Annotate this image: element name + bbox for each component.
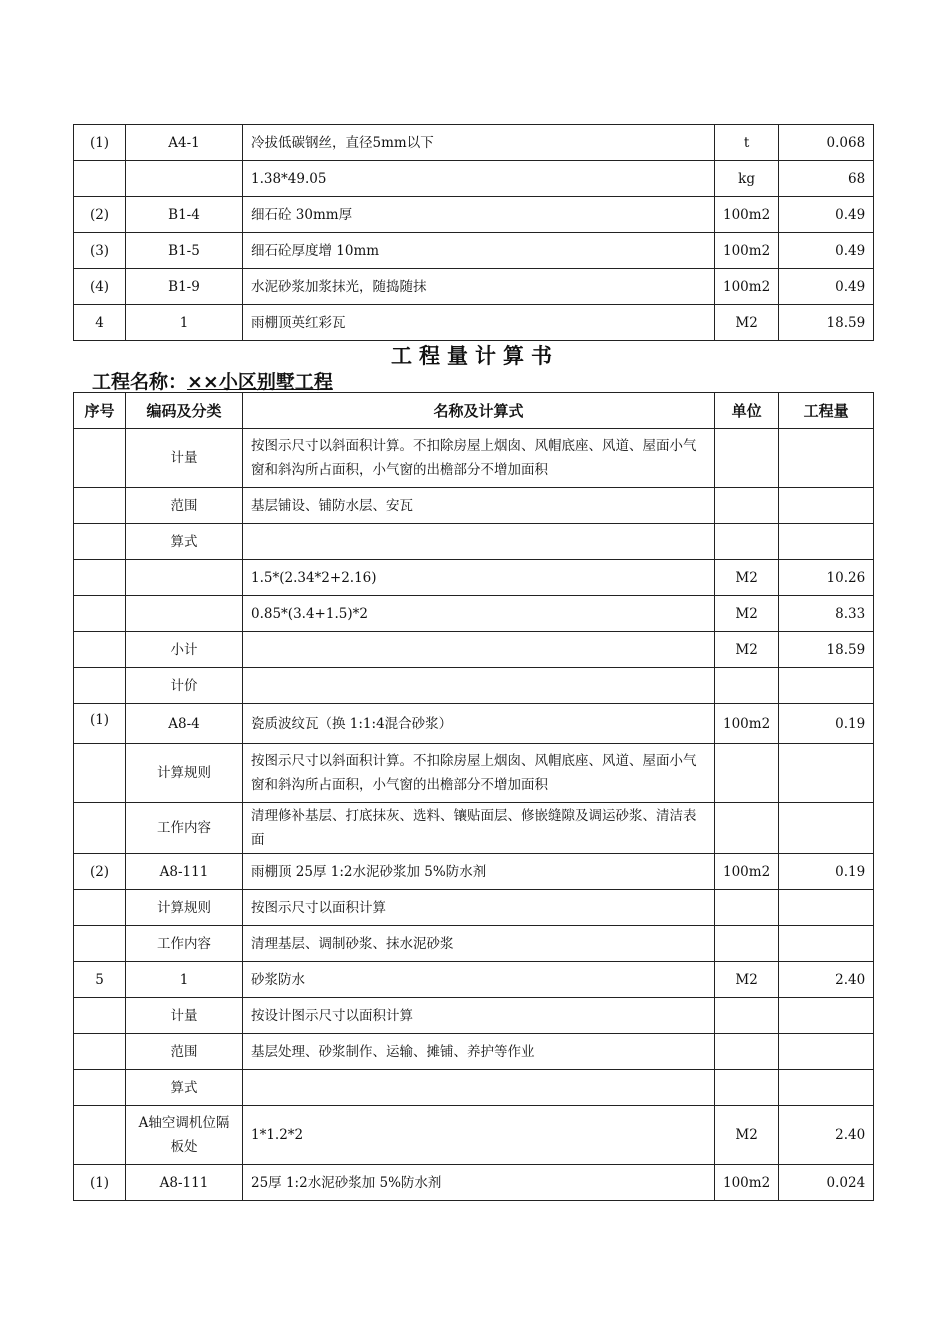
cell-no: 5 — [74, 962, 126, 998]
cell-qty: 68 — [779, 161, 874, 197]
table-header-row — [74, 393, 874, 429]
table-row — [74, 998, 874, 1034]
table-row — [74, 854, 874, 890]
cell-name — [243, 1070, 715, 1106]
table-row — [74, 744, 874, 803]
cell-qty — [779, 1034, 874, 1070]
cell-no: (1) — [74, 1165, 126, 1201]
cell-code: 算式 — [126, 1070, 243, 1106]
cell-no — [74, 744, 126, 803]
cell-name: 清理修补基层、打底抹灰、选料、镶贴面层、修嵌缝隙及调运砂浆、清洁表面 — [243, 803, 715, 854]
header-name: 名称及计算式 — [243, 393, 715, 429]
table-row — [74, 197, 874, 233]
cell-code: 1 — [126, 305, 243, 341]
cell-no — [74, 632, 126, 668]
cell-name: 清理基层、调制砂浆、抹水泥砂浆 — [243, 926, 715, 962]
cell-qty: 0.49 — [779, 197, 874, 233]
cell-code: 小计 — [126, 632, 243, 668]
cell-qty: 0.19 — [779, 854, 874, 890]
cell-qty: 0.49 — [779, 269, 874, 305]
cell-name: 雨棚顶英红彩瓦 — [243, 305, 715, 341]
cell-qty — [779, 744, 874, 803]
table-row — [74, 962, 874, 998]
table-row — [74, 524, 874, 560]
table-row — [74, 1034, 874, 1070]
cell-code: A8-4 — [126, 704, 243, 744]
cell-code: B1-4 — [126, 197, 243, 233]
cell-code: 计价 — [126, 668, 243, 704]
cell-no: (1) — [74, 704, 126, 744]
cell-unit — [715, 668, 779, 704]
cell-name — [243, 668, 715, 704]
cell-code — [126, 161, 243, 197]
cell-code: A4-1 — [126, 125, 243, 161]
table-row — [74, 161, 874, 197]
cell-no: (3) — [74, 233, 126, 269]
cell-name: 1*1.2*2 — [243, 1106, 715, 1165]
cell-qty: 10.26 — [779, 560, 874, 596]
cell-qty — [779, 998, 874, 1034]
cell-no — [74, 596, 126, 632]
cell-no — [74, 926, 126, 962]
cell-unit: 100m2 — [715, 233, 779, 269]
cell-qty — [779, 803, 874, 854]
quantity-calculation-table — [73, 392, 874, 1201]
cell-name: 按图示尺寸以斜面积计算。不扣除房屋上烟囱、风帽底座、风道、屋面小气窗和斜沟所占面积，小气窗的出檐部分不增加面积 — [243, 744, 715, 803]
table-row — [74, 1165, 874, 1201]
cell-code: 1 — [126, 962, 243, 998]
table-row — [74, 233, 874, 269]
cell-qty: 2.40 — [779, 1106, 874, 1165]
cell-unit: M2 — [715, 1106, 779, 1165]
cell-no — [74, 161, 126, 197]
cell-no — [74, 488, 126, 524]
cell-name: 0.85*(3.4+1.5)*2 — [243, 596, 715, 632]
cell-unit: M2 — [715, 560, 779, 596]
cell-code: 计量 — [126, 429, 243, 488]
cell-unit: M2 — [715, 962, 779, 998]
project-name-line — [92, 367, 333, 394]
cell-unit: 100m2 — [715, 1165, 779, 1201]
cell-code: B1-9 — [126, 269, 243, 305]
cell-name: 按图示尺寸以面积计算 — [243, 890, 715, 926]
document-title: 工程量计算书 — [391, 344, 559, 368]
cell-name: 1.38*49.05 — [243, 161, 715, 197]
cell-qty — [779, 1070, 874, 1106]
cell-code: 计算规则 — [126, 890, 243, 926]
cell-unit: 100m2 — [715, 854, 779, 890]
table-row — [74, 596, 874, 632]
cell-no — [74, 429, 126, 488]
header-code: 编码及分类 — [126, 393, 243, 429]
cell-unit: M2 — [715, 632, 779, 668]
cell-no: (4) — [74, 269, 126, 305]
cell-name: 砂浆防水 — [243, 962, 715, 998]
cell-name — [243, 524, 715, 560]
cell-no — [74, 890, 126, 926]
cell-code: A8-111 — [126, 854, 243, 890]
header-unit: 单位 — [715, 393, 779, 429]
cell-name: 按图示尺寸以斜面积计算。不扣除房屋上烟囱、风帽底座、风道、屋面小气窗和斜沟所占面积，小气窗的出檐部分不增加面积 — [243, 429, 715, 488]
cell-qty: 0.024 — [779, 1165, 874, 1201]
cell-qty — [779, 488, 874, 524]
cell-qty — [779, 524, 874, 560]
cell-name: 细石砼 30mm厚 — [243, 197, 715, 233]
cell-qty: 2.40 — [779, 962, 874, 998]
cell-no: (2) — [74, 854, 126, 890]
cell-qty: 0.068 — [779, 125, 874, 161]
cell-unit — [715, 744, 779, 803]
cell-name: 按设计图示尺寸以面积计算 — [243, 998, 715, 1034]
cell-no — [74, 560, 126, 596]
cell-code — [126, 596, 243, 632]
header-qty: 工程量 — [779, 393, 874, 429]
cell-unit: M2 — [715, 596, 779, 632]
cell-no — [74, 668, 126, 704]
cell-unit — [715, 1070, 779, 1106]
cell-unit — [715, 998, 779, 1034]
table-row — [74, 429, 874, 488]
table-row — [74, 269, 874, 305]
cell-code: A8-111 — [126, 1165, 243, 1201]
cell-no — [74, 998, 126, 1034]
cell-no — [74, 803, 126, 854]
cell-qty — [779, 890, 874, 926]
cell-name: 1.5*(2.34*2+2.16) — [243, 560, 715, 596]
cell-code: 算式 — [126, 524, 243, 560]
cell-no — [74, 1106, 126, 1165]
table-row — [74, 890, 874, 926]
cell-unit: t — [715, 125, 779, 161]
cell-code: 计算规则 — [126, 744, 243, 803]
table-row — [74, 926, 874, 962]
cell-qty: 0.49 — [779, 233, 874, 269]
cell-unit — [715, 926, 779, 962]
cell-name — [243, 632, 715, 668]
cell-no — [74, 524, 126, 560]
cell-name: 细石砼厚度增 10mm — [243, 233, 715, 269]
cell-unit — [715, 803, 779, 854]
cell-unit: 100m2 — [715, 704, 779, 744]
cell-code: 计量 — [126, 998, 243, 1034]
table-row — [74, 560, 874, 596]
cell-code: 工作内容 — [126, 803, 243, 854]
main-table-body — [74, 429, 874, 1201]
table-row — [74, 704, 874, 744]
table-row — [74, 1070, 874, 1106]
cell-code: B1-5 — [126, 233, 243, 269]
cell-name: 水泥砂浆加浆抹光，随捣随抹 — [243, 269, 715, 305]
cell-code — [126, 560, 243, 596]
cell-code: 范围 — [126, 1034, 243, 1070]
cell-unit: kg — [715, 161, 779, 197]
cell-qty: 0.19 — [779, 704, 874, 744]
table-row — [74, 125, 874, 161]
table-row — [74, 1106, 874, 1165]
cell-code: 范围 — [126, 488, 243, 524]
table-row — [74, 668, 874, 704]
cell-no — [74, 1070, 126, 1106]
project-name: ××小区别墅工程 — [187, 371, 333, 393]
cell-qty — [779, 926, 874, 962]
cell-no: 4 — [74, 305, 126, 341]
cell-unit: 100m2 — [715, 269, 779, 305]
cell-unit: M2 — [715, 305, 779, 341]
table-row — [74, 632, 874, 668]
cell-code: A轴空调机位隔板处 — [126, 1106, 243, 1165]
cell-qty: 18.59 — [779, 305, 874, 341]
cell-qty: 18.59 — [779, 632, 874, 668]
cell-name: 25厚 1:2水泥砂浆加 5%防水剂 — [243, 1165, 715, 1201]
table-row — [74, 305, 874, 341]
table-row — [74, 488, 874, 524]
cell-name: 瓷质波纹瓦（换 1:1:4混合砂浆） — [243, 704, 715, 744]
top-table-body — [74, 125, 874, 341]
project-label: 工程名称： — [92, 371, 188, 393]
cell-name: 冷拔低碳钢丝，直径5mm以下 — [243, 125, 715, 161]
cell-qty — [779, 429, 874, 488]
cell-unit — [715, 524, 779, 560]
cell-name: 基层处理、砂浆制作、运输、摊铺、养护等作业 — [243, 1034, 715, 1070]
cell-no — [74, 1034, 126, 1070]
top-quantity-table — [73, 124, 874, 341]
cell-unit: 100m2 — [715, 197, 779, 233]
cell-unit — [715, 488, 779, 524]
cell-qty: 8.33 — [779, 596, 874, 632]
cell-no: (2) — [74, 197, 126, 233]
cell-code: 工作内容 — [126, 926, 243, 962]
cell-unit — [715, 429, 779, 488]
cell-name: 雨棚顶 25厚 1:2水泥砂浆加 5%防水剂 — [243, 854, 715, 890]
cell-name: 基层铺设、铺防水层、安瓦 — [243, 488, 715, 524]
cell-unit — [715, 1034, 779, 1070]
cell-no: (1) — [74, 125, 126, 161]
table-row — [74, 803, 874, 854]
header-no: 序号 — [74, 393, 126, 429]
cell-unit — [715, 890, 779, 926]
cell-qty — [779, 668, 874, 704]
